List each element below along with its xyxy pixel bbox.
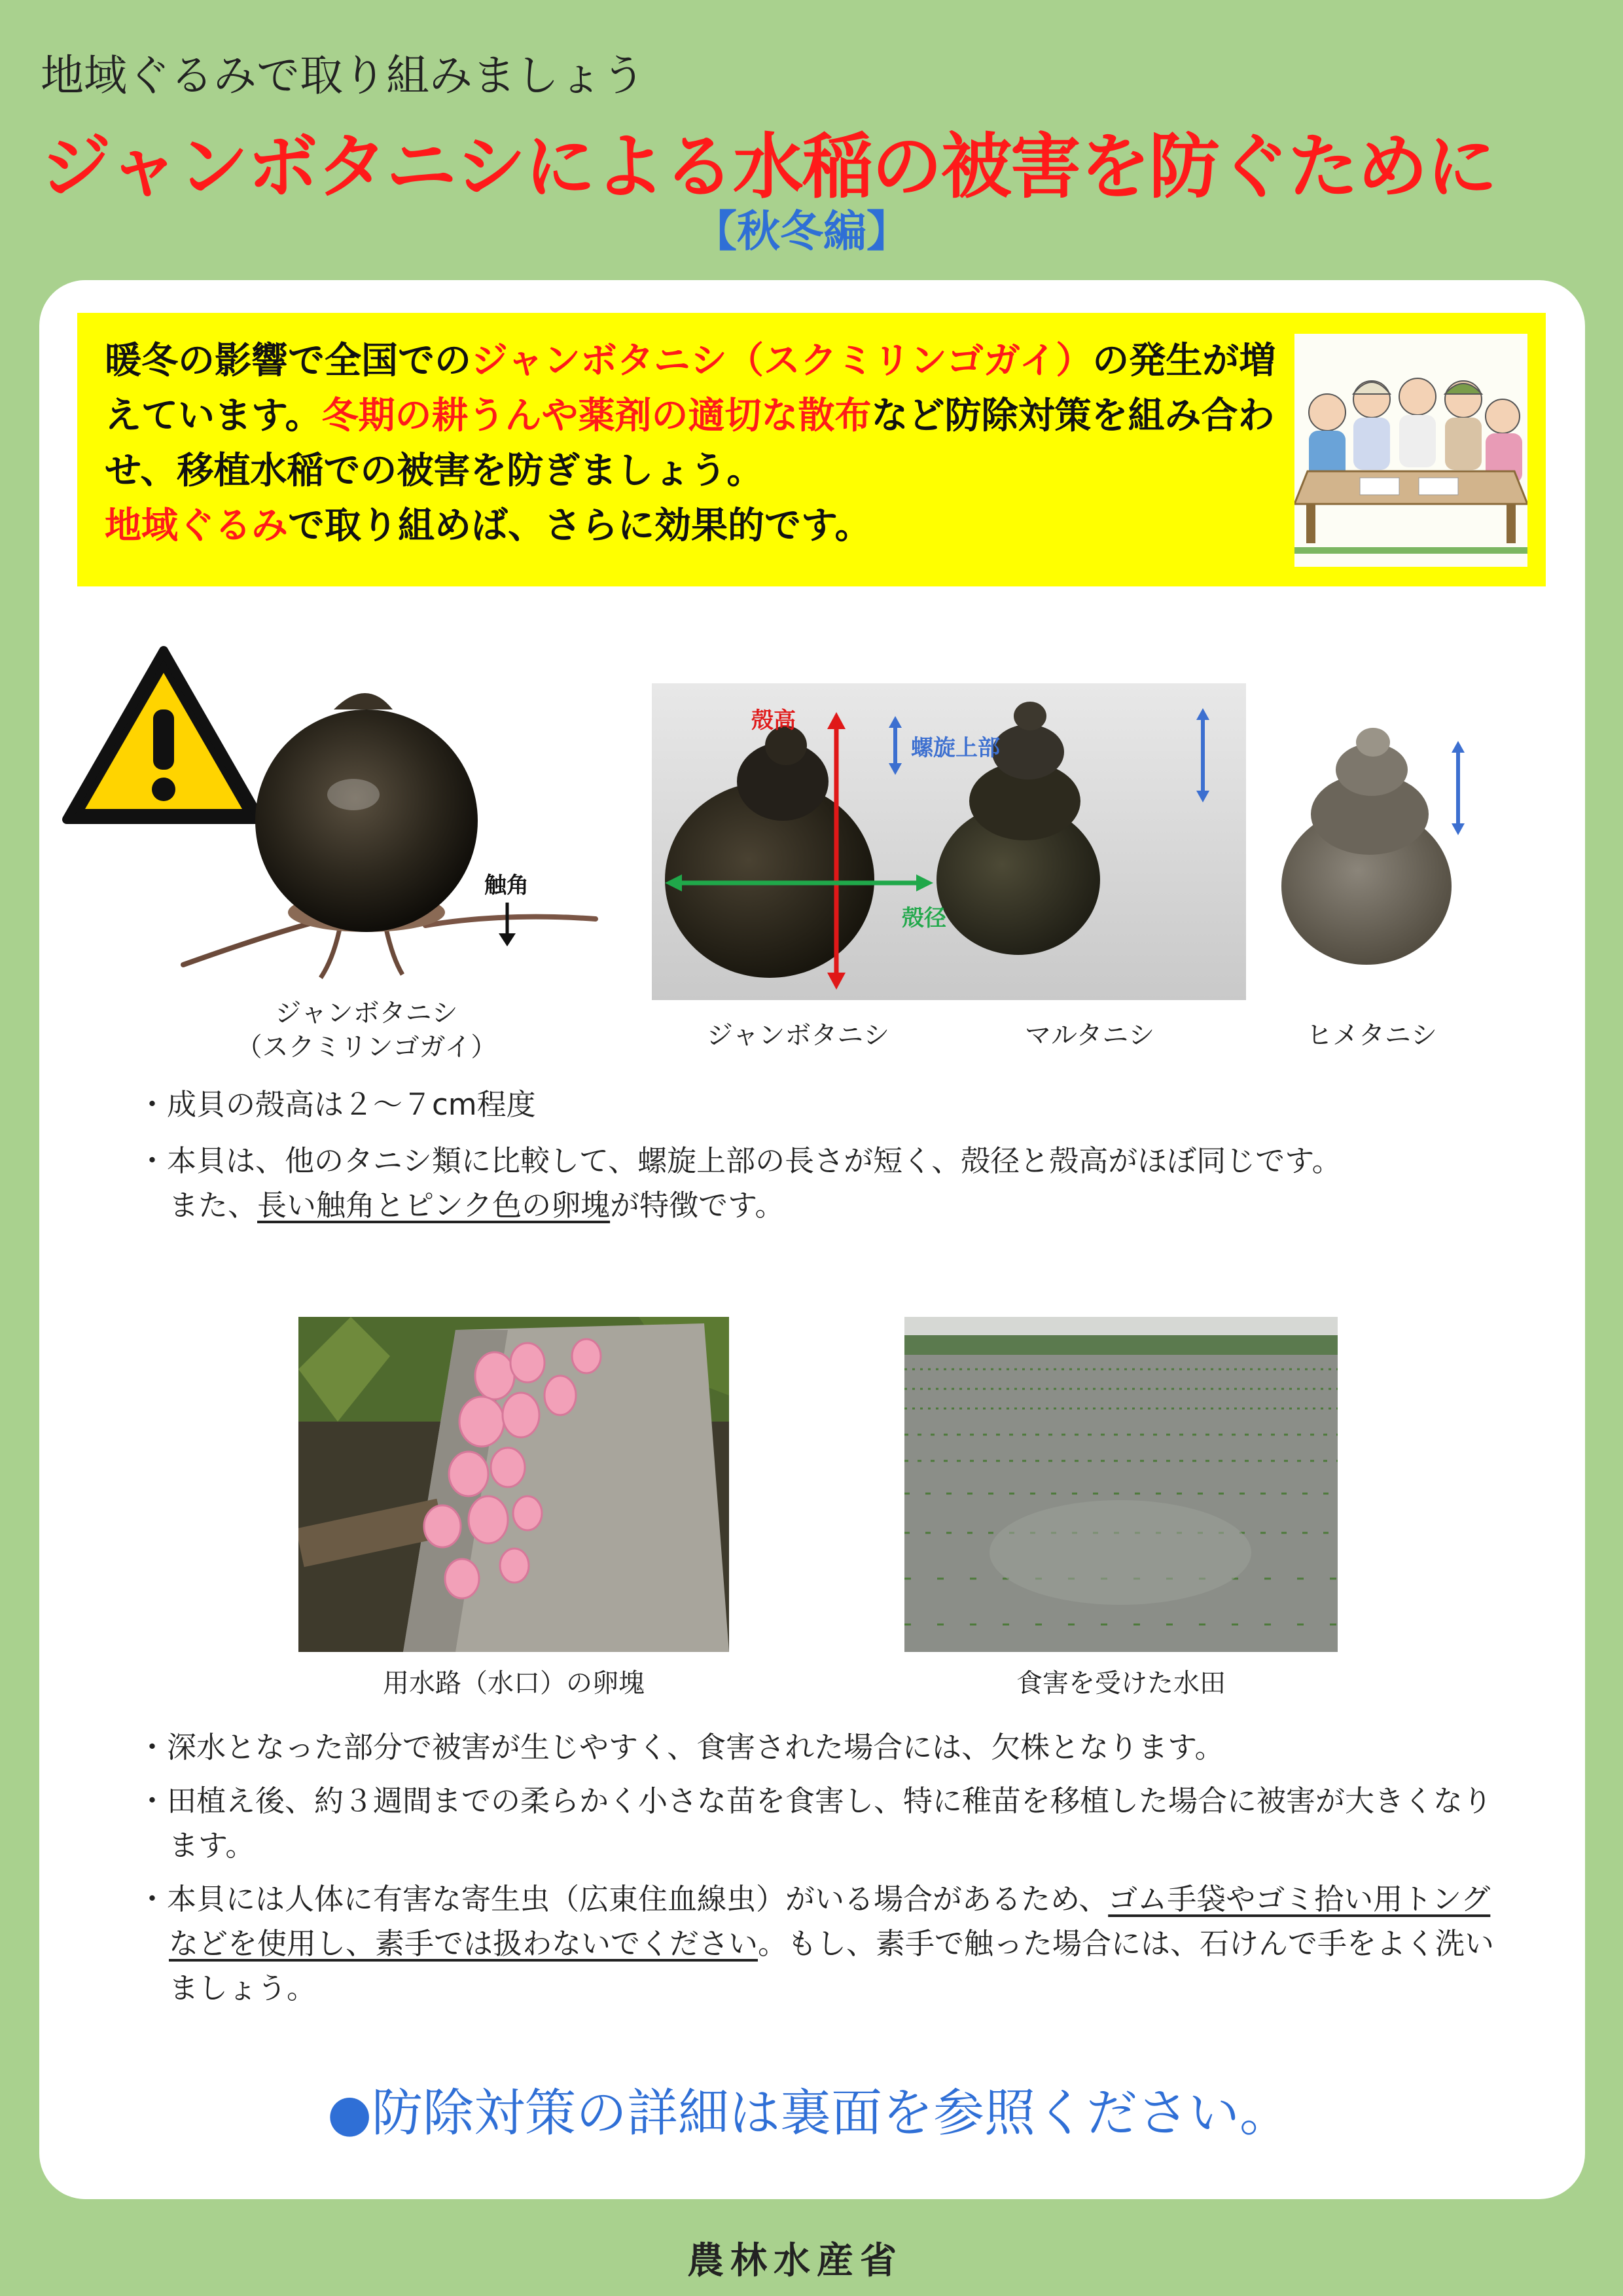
caption-hime: ヒメタニシ: [1306, 1020, 1437, 1050]
shell-height-label: 殻高: [751, 708, 796, 734]
damage-item: [137, 1877, 1499, 2011]
intro-part: など防除対策を組み合わせ、移植水稲での被害を防ぎましょう。: [105, 395, 1275, 492]
fact-item: ・成貝の殻高は２～７cm程度: [137, 1087, 536, 1122]
spire-label: 螺旋上部: [911, 735, 1000, 761]
intro-highlight: 地域ぐるみ: [105, 505, 288, 547]
intro-text: [105, 334, 1296, 554]
ministry-name: 農林水産省: [687, 2240, 903, 2282]
fact-text: が特徴です。: [610, 1188, 785, 1223]
egg-mass-caption: 用水路（水口）の卵塊: [383, 1668, 645, 1698]
damage-underlined: ゴム手袋やゴミ拾い用トングなどを使用し、素手では扱わないでください: [169, 1882, 1491, 1961]
facts-list: [137, 1083, 1499, 1228]
snail-comparison-photo: [652, 683, 1246, 1000]
caption-maru: マルタニシ: [1025, 1020, 1155, 1050]
intro-part: の発生が増えています。: [105, 340, 1276, 437]
caption-jumbo: ジャンボタニシ: [707, 1020, 890, 1050]
fact-underlined: 長い触角とピンク色の卵塊: [257, 1188, 611, 1223]
fact-text: ・本貝は、他のタニシ類に比較して、螺旋上部の長さが短く、殻径と殻高がほぼ同じです。: [137, 1143, 1342, 1178]
snail-caption-line: （スクミリンゴガイ）: [236, 1032, 497, 1062]
damage-list: [137, 1725, 1499, 2011]
fact-text: また、: [169, 1188, 258, 1223]
intro-highlight: 冬期の耕うんや薬剤の適切な散布: [321, 395, 872, 437]
jumbo-snail-photo: [177, 677, 602, 991]
shell-diameter-label: 殻径: [902, 905, 946, 931]
snail-caption: [223, 996, 510, 1064]
tentacle-label: 触角: [484, 872, 529, 899]
damaged-paddy-photo: [904, 1317, 1338, 1652]
intro-part: で取り組めば、さらに効果的です。: [288, 505, 872, 547]
edition-label: 【秋冬編】: [694, 206, 910, 257]
snail-caption-line: ジャンボタニシ: [275, 998, 458, 1028]
damage-text: ・本貝には人体に有害な寄生虫（広東住血線虫）がいる場合があるため、: [137, 1882, 1109, 1916]
intro-part: 暖冬の影響で全国での: [105, 340, 471, 382]
header-subtitle: 地域ぐるみで取り組みましょう: [41, 50, 645, 101]
page-title: ジャンボタニシによる水稲の被害を防ぐために: [41, 126, 1496, 208]
damaged-paddy-caption: 食害を受けた水田: [1016, 1668, 1226, 1698]
egg-mass-photo: [298, 1317, 729, 1652]
hime-snail-photo: [1255, 723, 1478, 971]
damage-text: 。もし、素手で触った場合には、石けんで手をよく洗いましょう。: [169, 1926, 1495, 2005]
community-meeting-illustration: [1294, 334, 1527, 567]
intro-highlight: ジャンボタニシ（スクミリンゴガイ）: [471, 340, 1093, 382]
damage-item: ・田植え後、約３週間までの柔らかく小さな苗を食害し、特に稚苗を移植した場合に被害が大きくなります。: [137, 1784, 1493, 1863]
fact-item: [137, 1139, 1499, 1228]
damage-item: ・深水となった部分で被害が生じやすく、食害された場合には、欠株となります。: [137, 1730, 1224, 1765]
see-reverse-note: ●防除対策の詳細は裏面を参照ください。: [327, 2084, 1291, 2143]
